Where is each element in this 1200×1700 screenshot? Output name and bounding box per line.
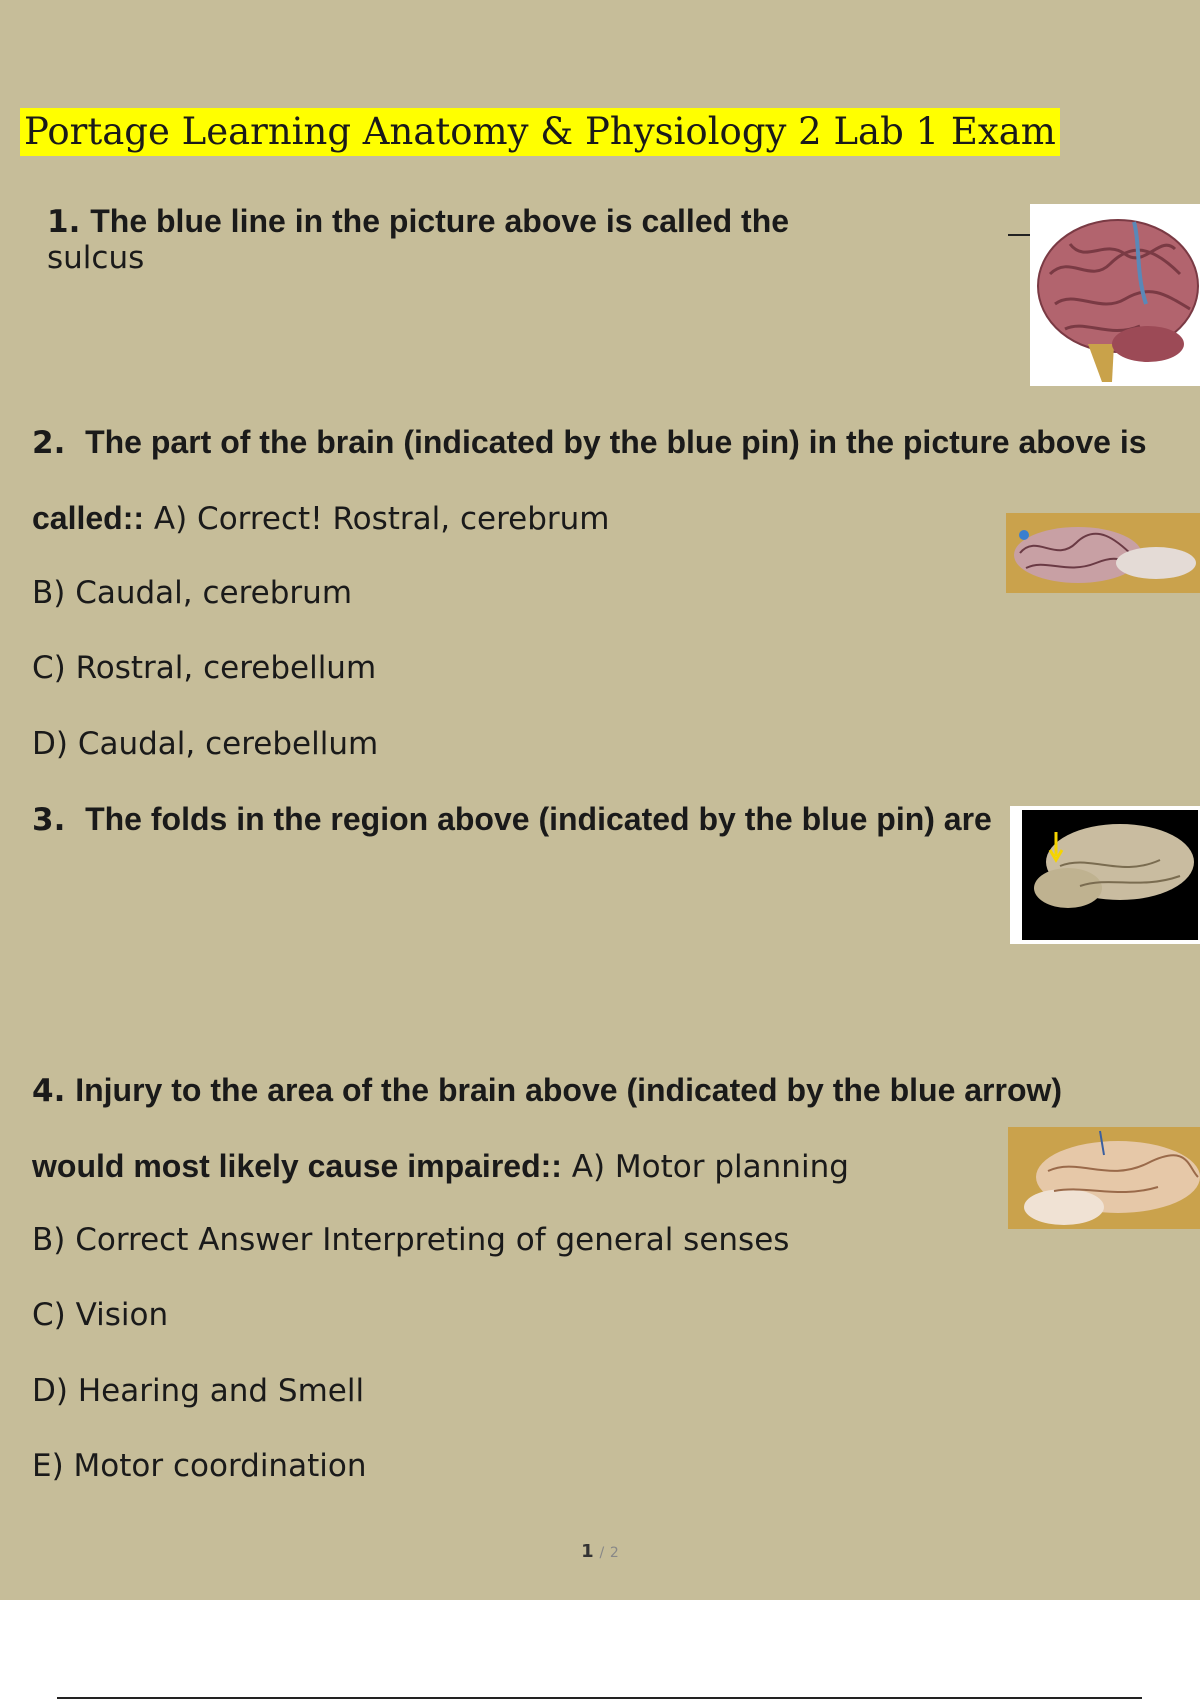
question-3-number: 3. bbox=[32, 802, 66, 838]
question-4-line-2 bbox=[32, 1148, 849, 1185]
question-2-prompt-line-1: The part of the brain (indicated by the blue pin) in the picture above is bbox=[85, 424, 1147, 460]
question-2-option-b: B) Caudal, cerebrum bbox=[32, 575, 353, 611]
question-4-prompt-line-1: Injury to the area of the brain above (indicated by the blue arrow) bbox=[75, 1072, 1063, 1108]
question-1-answer: sulcus bbox=[47, 240, 145, 276]
brain-lateral-view-icon bbox=[1030, 204, 1200, 386]
question-3 bbox=[32, 801, 992, 838]
question-1-prompt: The blue line in the picture above is called the bbox=[90, 203, 790, 239]
bottom-divider bbox=[57, 1697, 1142, 1699]
question-3-prompt: The folds in the region above (indicated by the blue pin) are bbox=[85, 801, 992, 837]
sheep-brain-dissection-icon bbox=[1006, 513, 1200, 593]
question-4-option-a: A) Motor planning bbox=[571, 1149, 849, 1185]
page-separator: / bbox=[599, 1545, 605, 1561]
brain-sagittal-specimen-icon bbox=[1008, 1127, 1200, 1229]
question-2-number: 2. bbox=[32, 425, 66, 461]
question-1-number: 1. bbox=[47, 204, 81, 240]
question-4-prompt-line-2: would most likely cause impaired:: bbox=[32, 1148, 562, 1184]
page-total: 2 bbox=[609, 1545, 619, 1561]
document-title: Portage Learning Anatomy & Physiology 2 Lab 1 Exam bbox=[20, 108, 1060, 156]
brain-midsagittal-section-icon bbox=[1010, 806, 1200, 944]
question-2-line-2 bbox=[32, 500, 609, 537]
question-2-option-d: D) Caudal, cerebellum bbox=[32, 726, 379, 762]
question-4-option-d: D) Hearing and Smell bbox=[32, 1373, 365, 1409]
question-2-option-a: A) Correct! Rostral, cerebrum bbox=[153, 501, 610, 537]
question-4-line-1 bbox=[32, 1072, 1062, 1109]
question-4-option-e: E) Motor coordination bbox=[32, 1448, 367, 1484]
answer-blank bbox=[1008, 234, 1030, 236]
question-4-number: 4. bbox=[32, 1073, 66, 1109]
question-4-option-b: B) Correct Answer Interpreting of general senses bbox=[32, 1222, 790, 1258]
question-2-prompt-line-2: called:: bbox=[32, 500, 145, 536]
page-indicator bbox=[0, 1541, 1200, 1562]
question-2-line-1 bbox=[32, 424, 1147, 461]
question-1 bbox=[47, 203, 789, 276]
question-2-option-c: C) Rostral, cerebellum bbox=[32, 650, 377, 686]
page-current: 1 bbox=[581, 1541, 594, 1562]
question-4-option-c: C) Vision bbox=[32, 1297, 169, 1333]
